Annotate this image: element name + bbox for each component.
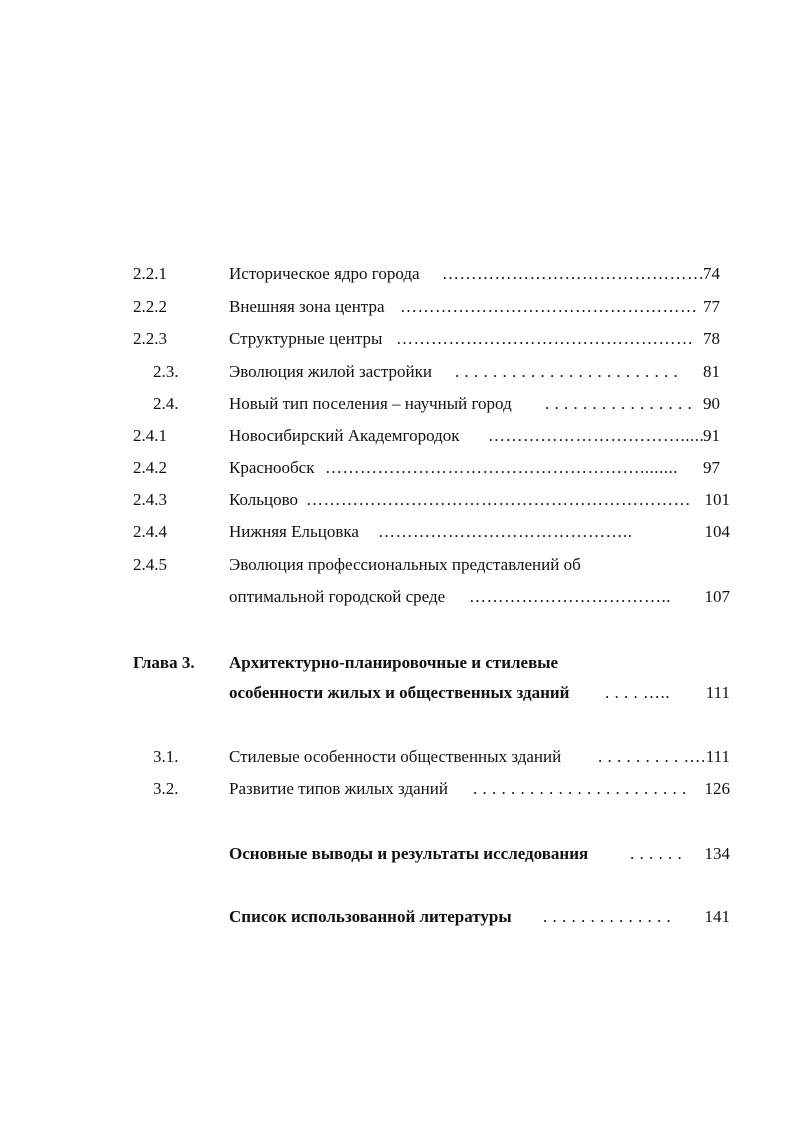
chapter-label: Глава 3.	[133, 653, 195, 672]
toc-entry-bibliography[interactable]	[0, 905, 793, 935]
toc-page-number: 111	[705, 747, 730, 766]
toc-entry-2-3[interactable]	[0, 360, 793, 390]
toc-number: 2.4.4	[133, 522, 167, 541]
toc-page-number: 78	[703, 329, 720, 348]
toc-number: 2.4.3	[133, 490, 167, 509]
toc-leader: . . . . . . . . . ….	[598, 747, 706, 766]
toc-title: оптимальной городской среде	[229, 587, 446, 606]
toc-title: Историческое ядро города	[229, 264, 420, 283]
chapter-title-line1: Архитектурно-планировочные и стилевые	[229, 653, 559, 672]
toc-leader: . . . . . . . . . . . . . . . . . . . . . . . .	[455, 362, 679, 381]
toc-leader: ……………………………………………	[396, 329, 694, 348]
toc-number: 2.4.	[153, 394, 179, 413]
toc-leader: . . . . . . . . . . . . . . . . . . . . . . .	[473, 779, 687, 798]
toc-title: Список использованной литературы	[229, 907, 512, 926]
toc-title: Краснообск	[229, 458, 315, 477]
toc-entry-2-4-5-continued[interactable]	[0, 585, 793, 615]
toc-leader: ………………………………………	[442, 264, 705, 283]
toc-entry-2-4-3[interactable]	[0, 488, 793, 518]
toc-entry-conclusions[interactable]	[0, 842, 793, 872]
toc-leader: . . . . . .	[630, 844, 683, 863]
toc-page-number: 107	[704, 587, 730, 606]
toc-number: 2.3.	[153, 362, 179, 381]
toc-page-number: 141	[704, 907, 730, 926]
toc-title: Структурные центры	[229, 329, 383, 348]
toc-page-number: 104	[704, 522, 730, 541]
toc-entry-2-2-2[interactable]	[0, 295, 793, 325]
toc-page-number: 97	[703, 458, 720, 477]
toc-entry-3-1[interactable]	[0, 745, 793, 775]
toc-page-number: 91	[703, 426, 720, 445]
toc-entry-2-4[interactable]	[0, 392, 793, 422]
toc-page-number: 90	[703, 394, 720, 413]
toc-page-number: 77	[703, 297, 720, 316]
toc-chapter-3[interactable]	[0, 651, 793, 681]
toc-page-number: 134	[704, 844, 730, 863]
toc-entry-2-4-1[interactable]	[0, 424, 793, 454]
toc-leader: …………………………….....	[488, 426, 705, 445]
toc-leader: …………………………………………………………	[306, 490, 691, 509]
toc-entry-2-4-2[interactable]	[0, 456, 793, 486]
toc-title: Нижняя Ельцовка	[229, 522, 359, 541]
toc-title: Основные выводы и результаты исследования	[229, 844, 589, 863]
toc-page-number: 81	[703, 362, 720, 381]
toc-title: Стилевые особенности общественных зданий	[229, 747, 562, 766]
toc-number: 2.4.5	[133, 555, 167, 574]
toc-page-number: 126	[704, 779, 730, 798]
toc-entry-2-4-5[interactable]	[0, 553, 793, 583]
toc-leader: . . . . . . . . . . . . . . . .	[545, 394, 693, 413]
toc-entry-3-2[interactable]	[0, 777, 793, 807]
toc-title: Эволюция профессиональных представлений об	[229, 555, 581, 574]
toc-title: Кольцово	[229, 490, 299, 509]
toc-page-number: 101	[704, 490, 730, 509]
chapter-title-line2: особенности жилых и общественных зданий	[229, 683, 570, 702]
toc-leader: ……………………………………………	[400, 297, 698, 316]
toc-chapter-3-continued[interactable]	[0, 681, 793, 711]
toc-page-number: 74	[703, 264, 720, 283]
toc-leader: ………………………………………………........	[325, 458, 678, 477]
toc-entry-2-2-3[interactable]	[0, 327, 793, 357]
toc-title: Новосибирский Академгородок	[229, 426, 460, 445]
toc-entry-2-4-4[interactable]	[0, 520, 793, 550]
toc-number: 2.2.3	[133, 329, 167, 348]
toc-title: Развитие типов жилых зданий	[229, 779, 448, 798]
toc-leader: . . . . …..	[605, 683, 670, 702]
toc-title: Внешняя зона центра	[229, 297, 385, 316]
toc-number: 2.4.2	[133, 458, 167, 477]
toc-leader: . . . . . . . . . . . . . .	[543, 907, 672, 926]
toc-page-number: 111	[705, 683, 730, 702]
toc-leader: ……………………………..	[469, 587, 671, 606]
toc-number: 3.1.	[153, 747, 179, 766]
toc-title: Новый тип поселения – научный город	[229, 394, 512, 413]
toc-leader: ……………………………………..	[378, 522, 633, 541]
toc-number: 2.2.2	[133, 297, 167, 316]
toc-entry-2-2-1[interactable]	[0, 262, 793, 292]
toc-number: 3.2.	[153, 779, 179, 798]
toc-title: Эволюция жилой застройки	[229, 362, 432, 381]
toc-number: 2.4.1	[133, 426, 167, 445]
toc-number: 2.2.1	[133, 264, 167, 283]
